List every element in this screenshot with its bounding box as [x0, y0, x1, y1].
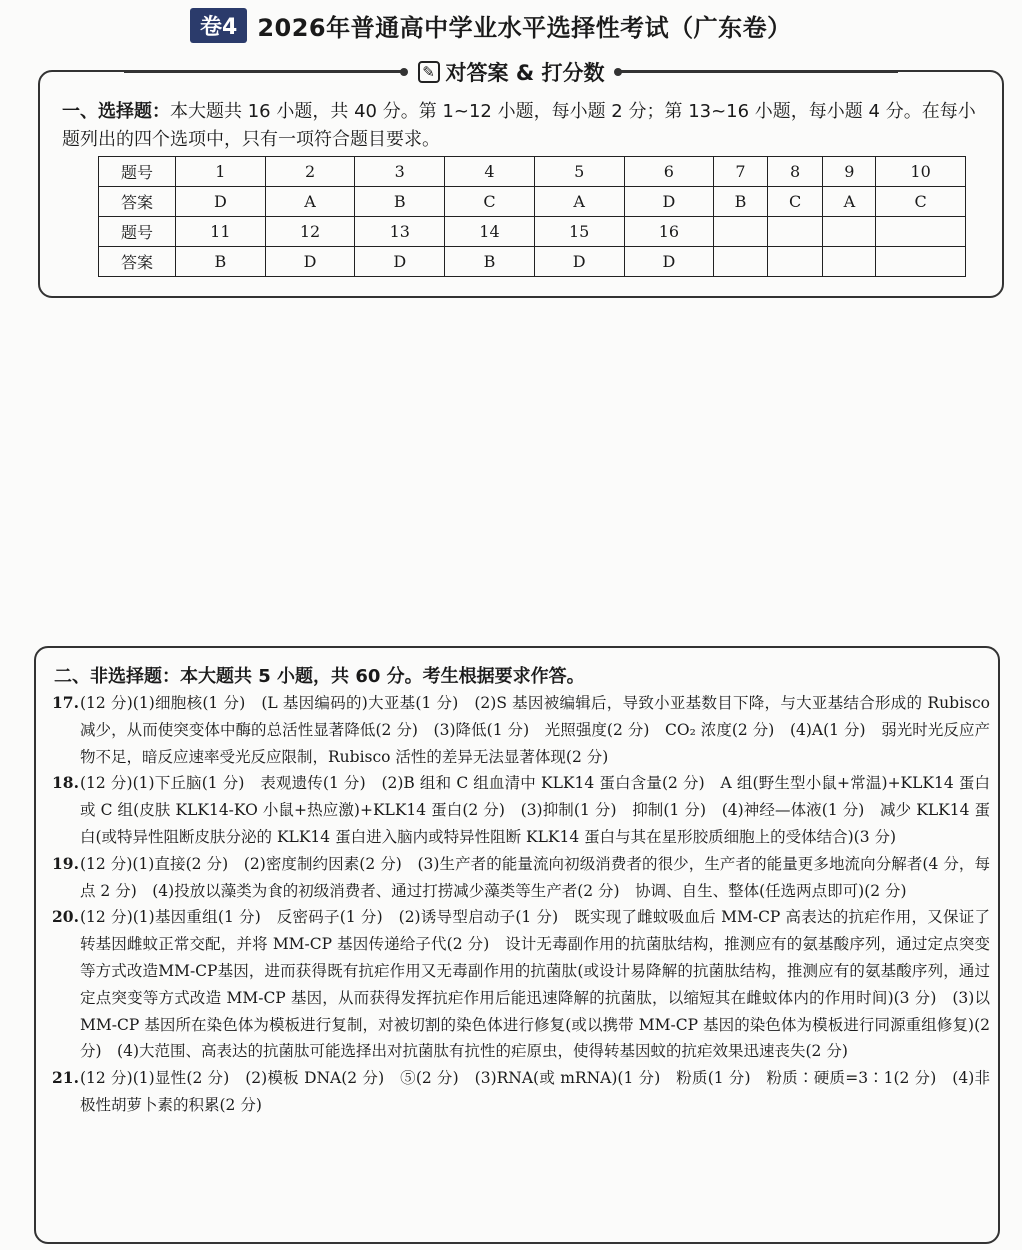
- question-number: 18.: [52, 773, 79, 793]
- question-number: [876, 217, 966, 247]
- question-number: 7: [714, 157, 768, 187]
- question-number: [767, 217, 823, 247]
- question-number: 10: [876, 157, 966, 187]
- answer-cell: C: [445, 187, 535, 217]
- choice-section-text: 本大题共 16 小题，共 40 分。第 1~12 小题，每小题 2 分；第 13~16 小题，每小题 4 分。在每小题列出的四个选项中，只有一项符合题目要求。: [62, 101, 976, 150]
- question-number: 19.: [52, 853, 79, 873]
- choice-section-intro: [62, 98, 982, 154]
- question-number: 21.: [52, 1068, 79, 1088]
- row-header: 答案: [99, 187, 176, 217]
- question-number: 3: [355, 157, 445, 187]
- banner-divider-right: [618, 71, 898, 73]
- answer-cell: [876, 247, 966, 277]
- answer-cell: D: [624, 187, 714, 217]
- answer-cell: A: [265, 187, 355, 217]
- question-number: [823, 217, 876, 247]
- list-item: [52, 851, 990, 905]
- volume-badge: 卷4: [190, 8, 247, 43]
- banner-text: 对答案 & 打分数: [445, 61, 605, 85]
- table-row: [99, 187, 966, 217]
- table-row: [99, 217, 966, 247]
- table-row: [99, 247, 966, 277]
- question-number: 9: [823, 157, 876, 187]
- answer-cell: [714, 247, 768, 277]
- question-number: 14: [445, 217, 535, 247]
- question-number: 6: [624, 157, 714, 187]
- question-number: 20.: [52, 907, 79, 927]
- row-header: 题号: [99, 217, 176, 247]
- row-header: 题号: [99, 157, 176, 187]
- answer-cell: C: [876, 187, 966, 217]
- answer-text: (12 分)(1)细胞核(1 分) (L 基因编码的)大亚基(1 分) (2)S 基因被编辑后，导致小亚基数目下降，与大亚基结合形成的 Rubisco 减少，从而使突变体中酶的总活性显著降低(2 分) (3)降低(1 分) 光照强度(2 分) CO₂ 浓度(2 分) (4)A(1 分) 弱光时光反应产物不足，暗反应速率受光反应限制，Rubisco 活性的差异无法显著体现(2 分): [80, 694, 990, 766]
- answer-table: [98, 156, 966, 277]
- answer-text: (12 分)(1)下丘脑(1 分) 表观遗传(1 分) (2)B 组和 C 组血清中 KLK14 蛋白含量(2 分) A 组(野生型小鼠+常温)+KLK14 蛋白或 C 组(皮肤 KLK14-KO 小鼠+热应激)+KLK14 蛋白(2 分) (3)抑制(1 分) 抑制(1 分) (4)神经—体液(1 分) 减少 KLK14 蛋白(或特异性阻断皮肤分泌的 KLK14 蛋白进入脑内或特异性阻断 KLK14 蛋白与其在星形胶质细胞上的受体结合)(3 分): [80, 774, 990, 846]
- list-item: [52, 1065, 990, 1119]
- question-number: 17.: [52, 693, 79, 712]
- answer-text: (12 分)(1)显性(2 分) (2)模板 DNA(2 分) ⑤(2 分) (3)RNA(或 mRNA)(1 分) 粉质(1 分) 粉质∶硬质=3∶1(2 分) (4)非极性胡萝卜素的积累(2 分): [80, 1069, 990, 1114]
- answer-text: (12 分)(1)基因重组(1 分) 反密码子(1 分) (2)诱导型启动子(1 分) 既实现了雌蚊吸血后 MM-CP 高表达的抗疟作用，又保证了转基因雌蚊正常交配，并将 MM-CP 基因传递给子代(2 分) 设计无毒副作用的抗菌肽结构，推测应有的氨基酸序列，通过定点突变等方式改造MM-CP基因，进而获得既有抗疟作用又无毒副作用的抗菌肽(或设计易降解的抗菌肽结构，推测应有的氨基酸序列，通过定点突变等方式改造 MM-CP 基因，从而获得发挥抗疟作用后能迅速降解的抗菌肽，以缩短其在雌蚊体内的作用时间)(3 分) (3)以MM-CP 基因所在染色体为模板进行复制，对被切割的染色体进行修复(或以携带 MM-CP 基因的染色体为模板进行同源重组修复)(2 分) (4)大范围、高表达的抗菌肽可能选择出对抗菌肽有抗性的疟原虫，使得转基因蚊的抗疟效果迅速丧失(2 分): [80, 908, 990, 1061]
- answer-cell: A: [534, 187, 624, 217]
- answer-cell: A: [823, 187, 876, 217]
- section-banner: [0, 56, 1022, 88]
- row-header: 答案: [99, 247, 176, 277]
- question-number: 5: [534, 157, 624, 187]
- answer-cell: [767, 247, 823, 277]
- table-row: [99, 157, 966, 187]
- page-title: 2026年普通高中学业水平选择性考试（广东卷）: [257, 13, 792, 42]
- question-number: 4: [445, 157, 535, 187]
- answer-cell: C: [767, 187, 823, 217]
- answer-cell: D: [624, 247, 714, 277]
- question-number: 13: [355, 217, 445, 247]
- choice-section-title: 一、选择题：: [62, 101, 170, 122]
- answer-cell: D: [265, 247, 355, 277]
- list-item: [52, 770, 990, 850]
- page-header: [190, 6, 792, 44]
- list-item: [52, 690, 990, 770]
- answer-cell: D: [176, 187, 266, 217]
- answer-cell: B: [176, 247, 266, 277]
- question-number: 8: [767, 157, 823, 187]
- answer-cell: [823, 247, 876, 277]
- answer-cell: B: [714, 187, 768, 217]
- banner-label: [404, 57, 619, 87]
- answer-text: (12 分)(1)直接(2 分) (2)密度制约因素(2 分) (3)生产者的能量流向初级消费者的很少，生产者的能量更多地流向分解者(4 分，每点 2 分) (4)投放以藻类为食的初级消费者、通过打捞减少藻类等生产者(2 分) 协调、自生、整体(任选两点即可)(2 分): [80, 854, 990, 900]
- question-number: 2: [265, 157, 355, 187]
- question-number: 11: [176, 217, 266, 247]
- question-number: 16: [624, 217, 714, 247]
- banner-divider-left: [124, 71, 404, 73]
- nonchoice-answers: [52, 690, 990, 1119]
- answer-cell: D: [534, 247, 624, 277]
- check-pen-icon: ✎: [418, 61, 440, 83]
- question-number: 15: [534, 217, 624, 247]
- answer-cell: B: [355, 187, 445, 217]
- question-number: 12: [265, 217, 355, 247]
- answer-cell: D: [355, 247, 445, 277]
- question-number: 1: [176, 157, 266, 187]
- nonchoice-section-title: 二、非选择题：本大题共 5 小题，共 60 分。考生根据要求作答。: [54, 666, 585, 687]
- answer-cell: B: [445, 247, 535, 277]
- list-item: [52, 904, 990, 1065]
- question-number: [714, 217, 768, 247]
